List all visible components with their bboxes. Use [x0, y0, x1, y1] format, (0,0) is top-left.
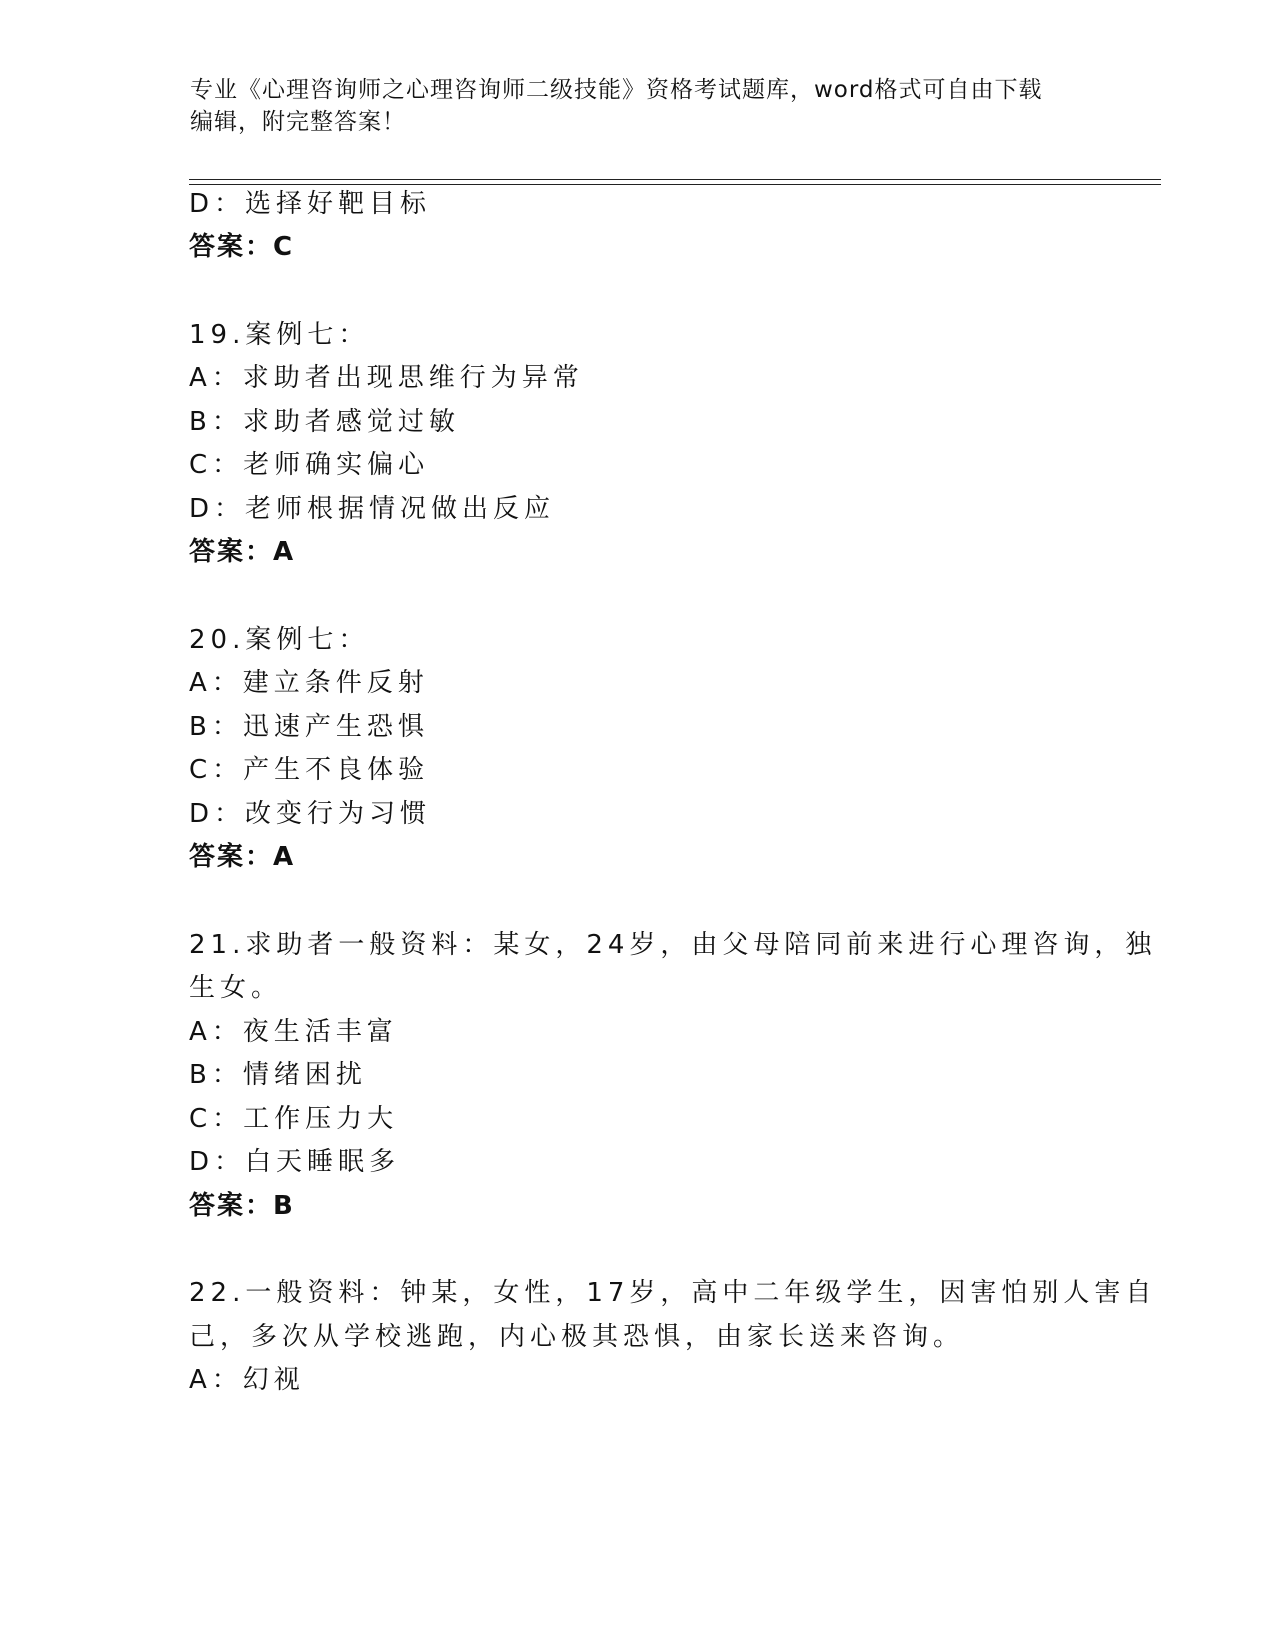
q21-option-d: D：白天睡眠多 — [189, 1147, 401, 1177]
q20-answer: 答案：A — [189, 842, 296, 872]
q20-title: 20.案例七： — [189, 625, 370, 655]
q21-title-line-1: 21.求助者一般资料：某女，24岁，由父母陪同前来进行心理咨询，独 — [189, 930, 1157, 960]
q19-option-c: C：老师确实偏心 — [189, 450, 430, 480]
q21-option-c: C：工作压力大 — [189, 1104, 399, 1134]
q20-option-a: A：建立条件反射 — [189, 668, 429, 698]
header-line-2: 编辑，附完整答案！ — [190, 109, 406, 135]
q18-option-d: D：选择好靶目标 — [189, 189, 432, 219]
q21-option-b: B：情绪困扰 — [189, 1060, 367, 1090]
q22-title-line-2: 己，多次从学校逃跑，内心极其恐惧，由家长送来咨询。 — [189, 1322, 965, 1352]
header-divider — [189, 179, 1161, 185]
q22-option-a: A：幻视 — [189, 1365, 305, 1395]
q20-option-b: B：迅速产生恐惧 — [189, 712, 429, 742]
q19-option-b: B：求助者感觉过敏 — [189, 407, 460, 437]
q22-title-line-1: 22.一般资料：钟某，女性，17岁，高中二年级学生，因害怕别人害自 — [189, 1278, 1157, 1308]
q21-option-a: A：夜生活丰富 — [189, 1017, 398, 1047]
q20-option-c: C：产生不良体验 — [189, 755, 430, 785]
q19-title: 19.案例七： — [189, 320, 370, 350]
q18-answer: 答案：C — [189, 232, 295, 262]
q19-option-a: A：求助者出现思维行为异常 — [189, 363, 584, 393]
q21-answer: 答案：B — [189, 1191, 295, 1221]
q19-option-d: D：老师根据情况做出反应 — [189, 494, 556, 524]
q19-answer: 答案：A — [189, 537, 296, 567]
page-header — [190, 74, 1090, 138]
q20-option-d: D：改变行为习惯 — [189, 799, 432, 829]
q21-title-line-2: 生女。 — [189, 973, 283, 1003]
header-line-1: 专业《心理咨询师之心理咨询师二级技能》资格考试题库，word格式可自由下载 — [190, 77, 1043, 103]
